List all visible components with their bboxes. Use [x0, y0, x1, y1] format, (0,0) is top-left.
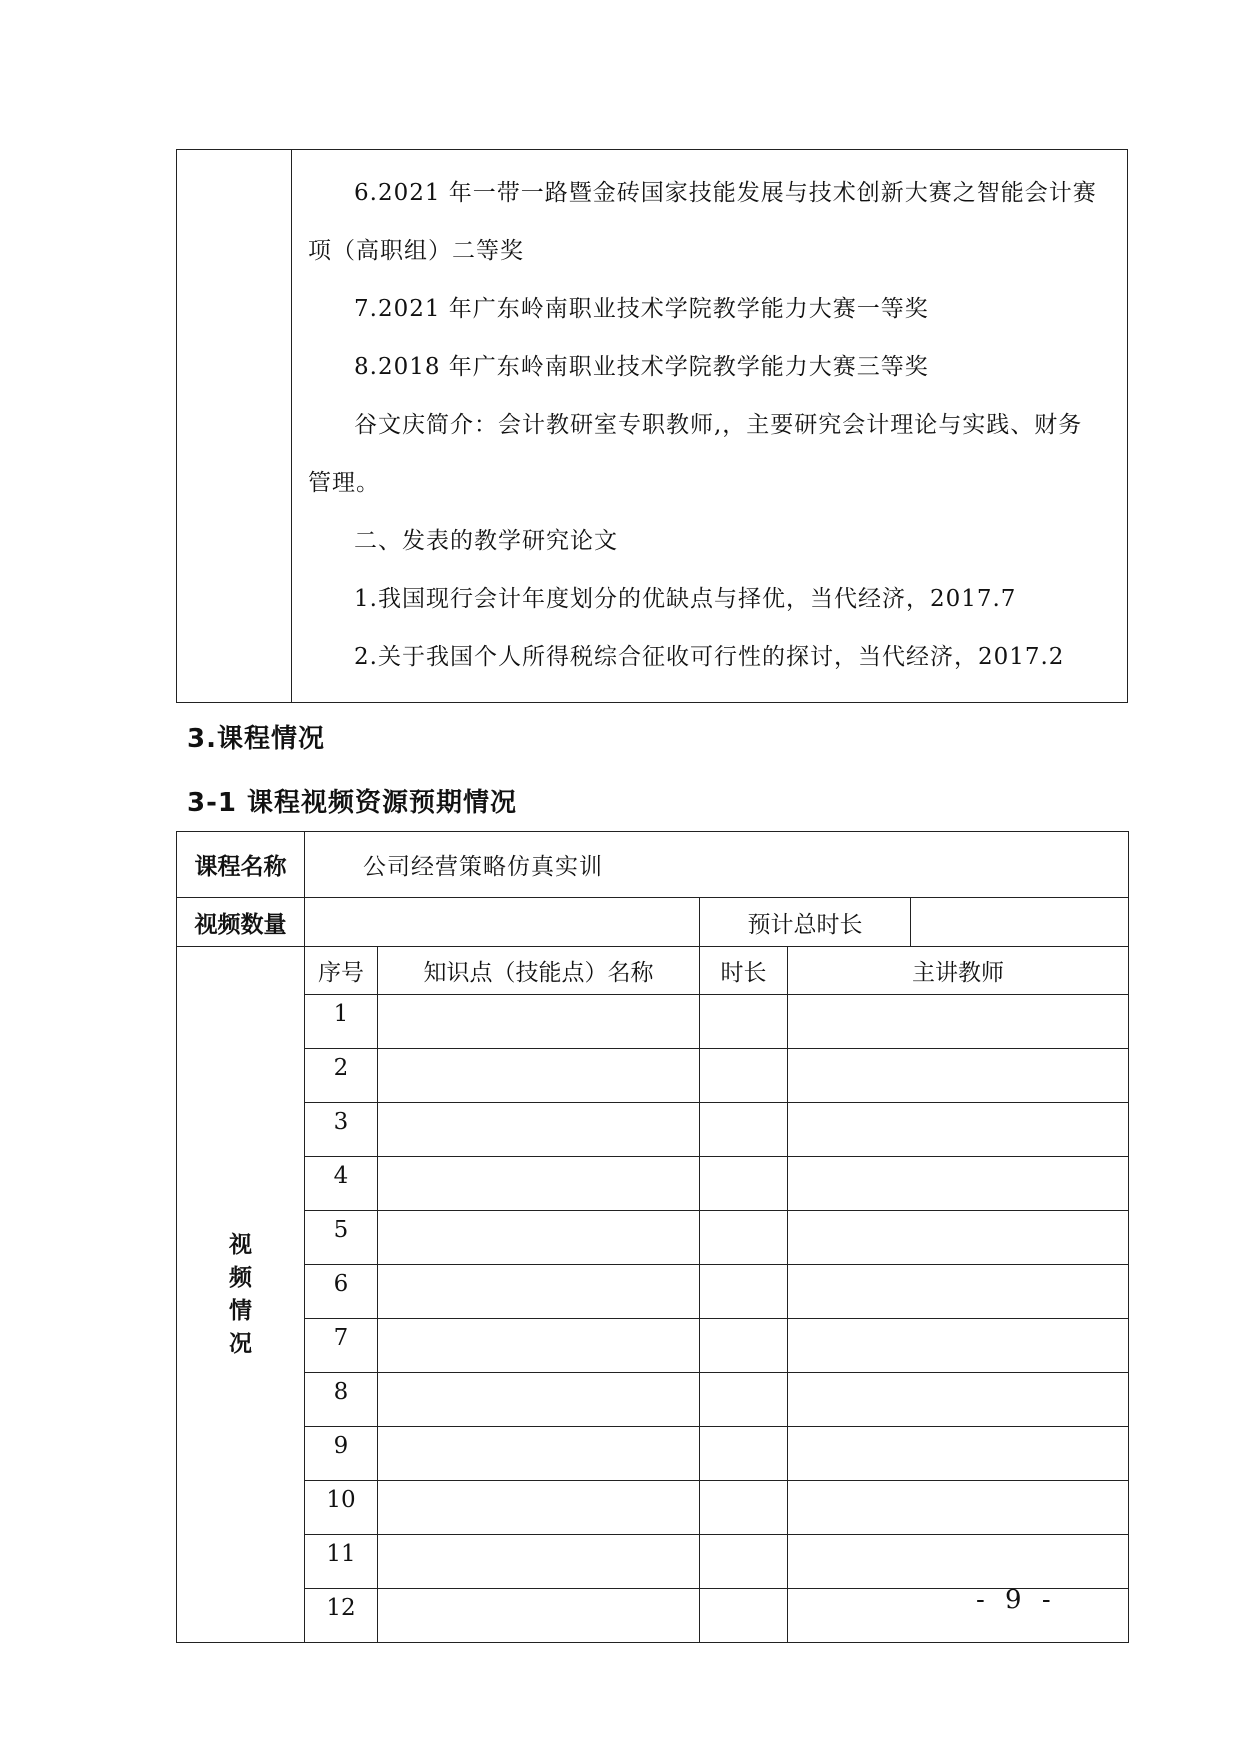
table-row	[177, 1373, 1129, 1427]
knowledge-point-cell	[378, 1319, 700, 1373]
column-header-index: 序号	[305, 947, 378, 995]
duration-cell	[700, 1535, 788, 1589]
video-count-label: 视频数量	[177, 898, 305, 947]
table-row	[177, 1103, 1129, 1157]
lecturer-cell	[788, 1373, 1129, 1427]
knowledge-point-cell	[378, 1589, 700, 1643]
award-item-6: 6.2021 年一带一路暨金砖国家技能发展与技术创新大赛之智能会计赛	[354, 180, 1097, 206]
table-row	[177, 995, 1129, 1049]
knowledge-point-cell	[378, 1427, 700, 1481]
page-number: - 9 -	[976, 1585, 1057, 1615]
lecturer-cell	[788, 1589, 1129, 1643]
duration-cell	[700, 1373, 788, 1427]
duration-cell	[700, 1481, 788, 1535]
total-duration-label: 预计总时长	[700, 898, 911, 946]
award-item-7: 7.2021 年广东岭南职业技术学院教学能力大赛一等奖	[354, 296, 929, 322]
lecturer-cell	[788, 1265, 1129, 1319]
knowledge-point-cell	[378, 1481, 700, 1535]
knowledge-point-cell	[378, 1103, 700, 1157]
video-count-value	[305, 898, 700, 947]
duration-cell	[700, 1265, 788, 1319]
duration-cell	[700, 1211, 788, 1265]
paper-item-1: 1.我国现行会计年度划分的优缺点与择优，当代经济，2017.7	[354, 586, 1017, 612]
row-number: 3	[305, 1103, 378, 1157]
row-number: 9	[305, 1427, 378, 1481]
row-number: 1	[305, 995, 378, 1049]
lecturer-cell	[788, 1535, 1129, 1589]
teacher-info-table	[176, 149, 1128, 703]
row-number: 2	[305, 1049, 378, 1103]
lecturer-cell	[788, 995, 1129, 1049]
column-header-duration: 时长	[700, 947, 788, 995]
table-row	[177, 1427, 1129, 1481]
lecturer-cell	[788, 1319, 1129, 1373]
row-number: 6	[305, 1265, 378, 1319]
teacher-profile-continued: 管理。	[308, 470, 380, 496]
section-heading-course: 3.课程情况	[187, 724, 325, 754]
duration-cell	[700, 1103, 788, 1157]
paper-item-2: 2.关于我国个人所得税综合征收可行性的探讨，当代经济，2017.2	[354, 644, 1065, 670]
lecturer-cell	[788, 1157, 1129, 1211]
teacher-profile: 谷文庆简介：会计教研室专职教师,，主要研究会计理论与实践、财务	[354, 412, 1083, 438]
row-number: 4	[305, 1157, 378, 1211]
knowledge-point-cell	[378, 1373, 700, 1427]
knowledge-point-cell	[378, 995, 700, 1049]
teacher-info-content-cell	[292, 150, 1128, 703]
knowledge-point-cell	[378, 1157, 700, 1211]
duration-cell	[700, 1049, 788, 1103]
row-number: 7	[305, 1319, 378, 1373]
row-number: 5	[305, 1211, 378, 1265]
total-duration-value	[911, 898, 1128, 946]
papers-heading: 二、发表的教学研究论文	[354, 528, 618, 554]
lecturer-cell	[788, 1427, 1129, 1481]
duration-cell	[700, 1319, 788, 1373]
table-row	[177, 1265, 1129, 1319]
lecturer-cell	[788, 1103, 1129, 1157]
course-video-table	[176, 831, 1129, 1643]
knowledge-point-cell	[378, 1049, 700, 1103]
knowledge-point-cell	[378, 1211, 700, 1265]
table-row	[177, 1481, 1129, 1535]
row-number: 11	[305, 1535, 378, 1589]
subsection-heading-video: 3-1 课程视频资源预期情况	[187, 788, 518, 818]
lecturer-cell	[788, 1049, 1129, 1103]
duration-cell	[700, 1157, 788, 1211]
duration-group	[700, 898, 1129, 947]
duration-cell	[700, 1589, 788, 1643]
course-name-value: 公司经营策略仿真实训	[305, 832, 1129, 898]
column-header-lecturer: 主讲教师	[788, 947, 1129, 995]
duration-cell	[700, 995, 788, 1049]
table-row	[177, 1535, 1129, 1589]
table-row	[177, 1049, 1129, 1103]
column-header-knowledge-point: 知识点（技能点）名称	[378, 947, 700, 995]
lecturer-cell	[788, 1481, 1129, 1535]
teacher-info-left-cell	[177, 150, 292, 703]
award-item-8: 8.2018 年广东岭南职业技术学院教学能力大赛三等奖	[354, 354, 929, 380]
table-row	[177, 1157, 1129, 1211]
row-number: 10	[305, 1481, 378, 1535]
duration-cell	[700, 1427, 788, 1481]
table-row	[177, 1319, 1129, 1373]
course-name-label: 课程名称	[177, 832, 305, 898]
table-row	[177, 1211, 1129, 1265]
row-number: 12	[305, 1589, 378, 1643]
knowledge-point-cell	[378, 1535, 700, 1589]
video-section-label: 视 频 情 况	[177, 947, 305, 1643]
lecturer-cell	[788, 1211, 1129, 1265]
knowledge-point-cell	[378, 1265, 700, 1319]
row-number: 8	[305, 1373, 378, 1427]
award-item-6-continued: 项（高职组）二等奖	[308, 238, 524, 264]
